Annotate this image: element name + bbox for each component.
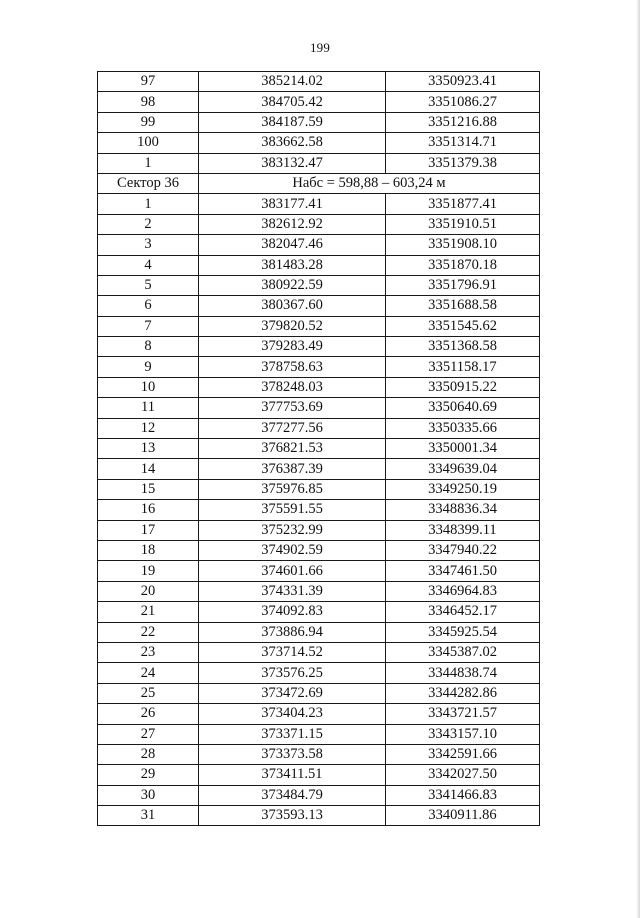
point-number-cell: 1	[98, 194, 199, 214]
x-coordinate-cell: 378758.63	[199, 357, 386, 377]
y-coordinate-cell: 3351796.91	[386, 275, 540, 295]
x-coordinate-cell: 376387.39	[199, 459, 386, 479]
x-coordinate-cell: 374092.83	[199, 602, 386, 622]
table-row	[98, 683, 540, 703]
x-coordinate-cell: 383177.41	[199, 194, 386, 214]
x-coordinate-cell: 373371.15	[199, 724, 386, 744]
table-row	[98, 112, 540, 132]
x-coordinate-cell: 373411.51	[199, 765, 386, 785]
x-coordinate-cell: 373593.13	[199, 806, 386, 826]
point-number-cell: 8	[98, 337, 199, 357]
table-row	[98, 337, 540, 357]
x-coordinate-cell: 385214.02	[199, 72, 386, 92]
table-row	[98, 602, 540, 622]
x-coordinate-cell: 373886.94	[199, 622, 386, 642]
point-number-cell: 28	[98, 744, 199, 764]
point-number-cell: 7	[98, 316, 199, 336]
point-number-cell: 24	[98, 663, 199, 683]
y-coordinate-cell: 3345387.02	[386, 642, 540, 662]
y-coordinate-cell: 3346964.83	[386, 581, 540, 601]
point-number-cell: 5	[98, 275, 199, 295]
y-coordinate-cell: 3351910.51	[386, 214, 540, 234]
x-coordinate-cell: 374902.59	[199, 540, 386, 560]
point-number-cell: 18	[98, 540, 199, 560]
point-number-cell: 17	[98, 520, 199, 540]
table-row	[98, 398, 540, 418]
sector-header-row	[98, 173, 540, 193]
point-number-cell: 20	[98, 581, 199, 601]
point-number-cell: 14	[98, 459, 199, 479]
y-coordinate-cell: 3351368.58	[386, 337, 540, 357]
y-coordinate-cell: 3351216.88	[386, 112, 540, 132]
y-coordinate-cell: 3342591.66	[386, 744, 540, 764]
y-coordinate-cell: 3347940.22	[386, 540, 540, 560]
x-coordinate-cell: 375232.99	[199, 520, 386, 540]
coordinates-table	[97, 71, 540, 826]
y-coordinate-cell: 3343157.10	[386, 724, 540, 744]
y-coordinate-cell: 3350001.34	[386, 439, 540, 459]
x-coordinate-cell: 373576.25	[199, 663, 386, 683]
y-coordinate-cell: 3348399.11	[386, 520, 540, 540]
point-number-cell: 27	[98, 724, 199, 744]
y-coordinate-cell: 3350335.66	[386, 418, 540, 438]
x-coordinate-cell: 378248.03	[199, 377, 386, 397]
x-coordinate-cell: 373373.58	[199, 744, 386, 764]
y-coordinate-cell: 3349250.19	[386, 479, 540, 499]
point-number-cell: 22	[98, 622, 199, 642]
y-coordinate-cell: 3340911.86	[386, 806, 540, 826]
x-coordinate-cell: 373484.79	[199, 785, 386, 805]
sector-label: Сектор 36	[98, 173, 199, 193]
table-row	[98, 581, 540, 601]
table-row	[98, 520, 540, 540]
y-coordinate-cell: 3351877.41	[386, 194, 540, 214]
y-coordinate-cell: 3351908.10	[386, 235, 540, 255]
x-coordinate-cell: 374601.66	[199, 561, 386, 581]
point-number-cell: 26	[98, 704, 199, 724]
point-number-cell: 25	[98, 683, 199, 703]
y-coordinate-cell: 3349639.04	[386, 459, 540, 479]
table-row	[98, 255, 540, 275]
table-row	[98, 418, 540, 438]
y-coordinate-cell: 3346452.17	[386, 602, 540, 622]
table-row	[98, 765, 540, 785]
table-row	[98, 194, 540, 214]
point-number-cell: 29	[98, 765, 199, 785]
table-row	[98, 235, 540, 255]
table-row	[98, 785, 540, 805]
table-row	[98, 357, 540, 377]
point-number-cell: 19	[98, 561, 199, 581]
table-row	[98, 744, 540, 764]
table-row	[98, 561, 540, 581]
point-number-cell: 12	[98, 418, 199, 438]
sector-elevation-range: Набс = 598,88 – 603,24 м	[199, 173, 540, 193]
table-row	[98, 92, 540, 112]
table-row	[98, 459, 540, 479]
point-number-cell: 23	[98, 642, 199, 662]
y-coordinate-cell: 3351870.18	[386, 255, 540, 275]
x-coordinate-cell: 380922.59	[199, 275, 386, 295]
point-number-cell: 3	[98, 235, 199, 255]
table-row	[98, 133, 540, 153]
table-row	[98, 622, 540, 642]
point-number-cell: 16	[98, 500, 199, 520]
x-coordinate-cell: 384705.42	[199, 92, 386, 112]
x-coordinate-cell: 377753.69	[199, 398, 386, 418]
scan-edge-shadow	[636, 0, 640, 918]
x-coordinate-cell: 373404.23	[199, 704, 386, 724]
x-coordinate-cell: 382047.46	[199, 235, 386, 255]
x-coordinate-cell: 384187.59	[199, 112, 386, 132]
y-coordinate-cell: 3344838.74	[386, 663, 540, 683]
table-row	[98, 439, 540, 459]
point-number-cell: 4	[98, 255, 199, 275]
point-number-cell: 31	[98, 806, 199, 826]
x-coordinate-cell: 373472.69	[199, 683, 386, 703]
y-coordinate-cell: 3351545.62	[386, 316, 540, 336]
y-coordinate-cell: 3350915.22	[386, 377, 540, 397]
x-coordinate-cell: 379820.52	[199, 316, 386, 336]
table-row	[98, 642, 540, 662]
table-row	[98, 377, 540, 397]
x-coordinate-cell: 376821.53	[199, 439, 386, 459]
table-row	[98, 296, 540, 316]
table-row	[98, 72, 540, 92]
point-number-cell: 6	[98, 296, 199, 316]
y-coordinate-cell: 3341466.83	[386, 785, 540, 805]
x-coordinate-cell: 382612.92	[199, 214, 386, 234]
point-number-cell: 98	[98, 92, 199, 112]
coordinates-table-body	[98, 72, 540, 826]
x-coordinate-cell: 373714.52	[199, 642, 386, 662]
x-coordinate-cell: 375976.85	[199, 479, 386, 499]
y-coordinate-cell: 3350640.69	[386, 398, 540, 418]
point-number-cell: 30	[98, 785, 199, 805]
x-coordinate-cell: 379283.49	[199, 337, 386, 357]
table-row	[98, 214, 540, 234]
point-number-cell: 10	[98, 377, 199, 397]
point-number-cell: 97	[98, 72, 199, 92]
table-row	[98, 479, 540, 499]
table-row	[98, 540, 540, 560]
x-coordinate-cell: 375591.55	[199, 500, 386, 520]
point-number-cell: 21	[98, 602, 199, 622]
y-coordinate-cell: 3351086.27	[386, 92, 540, 112]
x-coordinate-cell: 381483.28	[199, 255, 386, 275]
point-number-cell: 100	[98, 133, 199, 153]
x-coordinate-cell: 383662.58	[199, 133, 386, 153]
y-coordinate-cell: 3351314.71	[386, 133, 540, 153]
table-row	[98, 500, 540, 520]
x-coordinate-cell: 383132.47	[199, 153, 386, 173]
y-coordinate-cell: 3347461.50	[386, 561, 540, 581]
page-number: 199	[309, 40, 331, 55]
table-row	[98, 275, 540, 295]
table-row	[98, 704, 540, 724]
x-coordinate-cell: 380367.60	[199, 296, 386, 316]
y-coordinate-cell: 3348836.34	[386, 500, 540, 520]
table-row	[98, 806, 540, 826]
y-coordinate-cell: 3342027.50	[386, 765, 540, 785]
x-coordinate-cell: 374331.39	[199, 581, 386, 601]
point-number-cell: 9	[98, 357, 199, 377]
point-number-cell: 2	[98, 214, 199, 234]
y-coordinate-cell: 3351379.38	[386, 153, 540, 173]
table-row	[98, 316, 540, 336]
table-row	[98, 724, 540, 744]
y-coordinate-cell: 3351158.17	[386, 357, 540, 377]
point-number-cell: 15	[98, 479, 199, 499]
y-coordinate-cell: 3343721.57	[386, 704, 540, 724]
point-number-cell: 1	[98, 153, 199, 173]
table-row	[98, 153, 540, 173]
table-row	[98, 663, 540, 683]
y-coordinate-cell: 3344282.86	[386, 683, 540, 703]
point-number-cell: 99	[98, 112, 199, 132]
x-coordinate-cell: 377277.56	[199, 418, 386, 438]
y-coordinate-cell: 3350923.41	[386, 72, 540, 92]
y-coordinate-cell: 3351688.58	[386, 296, 540, 316]
point-number-cell: 11	[98, 398, 199, 418]
y-coordinate-cell: 3345925.54	[386, 622, 540, 642]
point-number-cell: 13	[98, 439, 199, 459]
